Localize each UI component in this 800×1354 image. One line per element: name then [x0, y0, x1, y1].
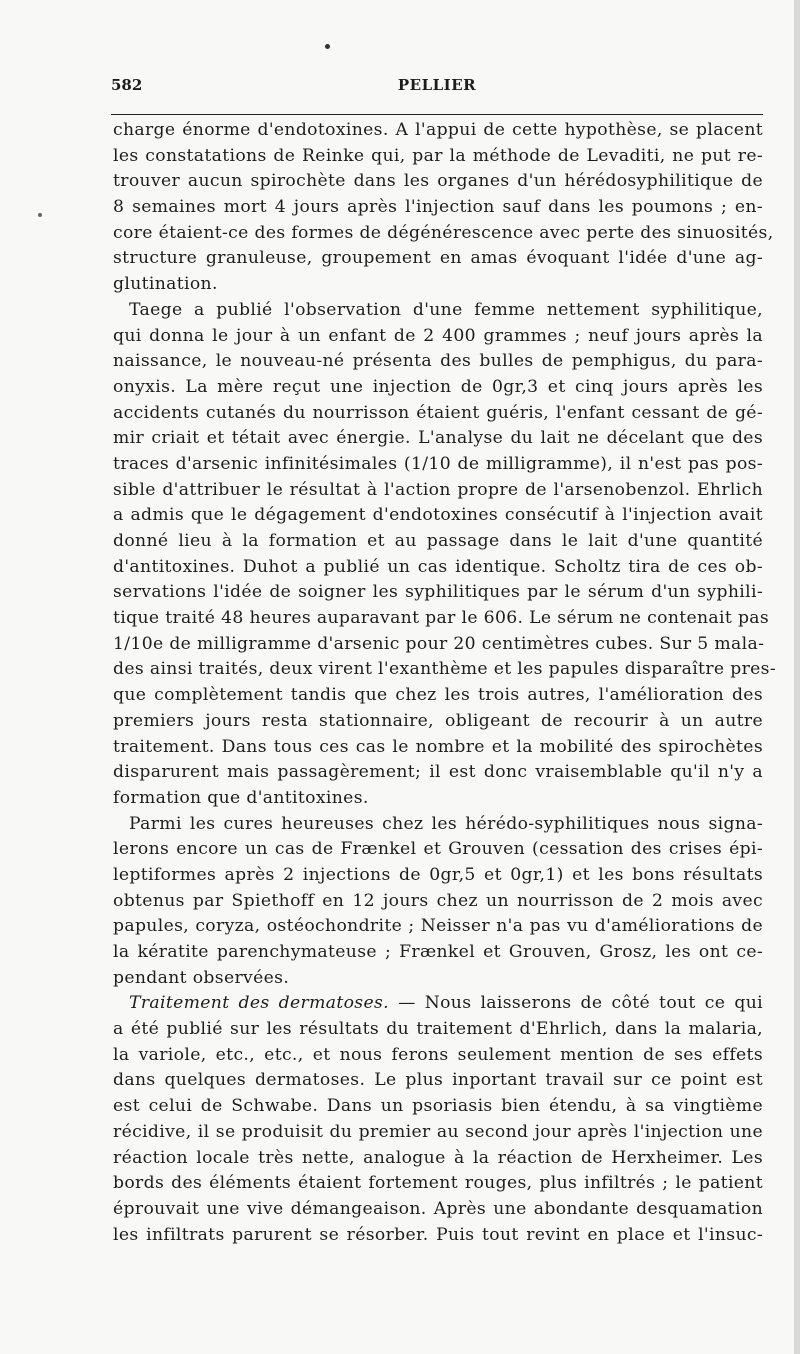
paragraph-line: les constatations de Reinke qui, par la méthode de Levaditi, ne put re- [113, 145, 763, 166]
paragraph-line: la variole, etc., etc., et nous ferons seulement mention de ses effets [113, 1044, 763, 1065]
paragraph-line: disparurent mais passagèrement; il est donc vraisemblable qu'il n'y a [113, 762, 763, 783]
paragraph-line: que complètement tandis que chez les trois autres, l'amélioration des [113, 685, 763, 706]
paragraph-line: d'antitoxines. Duhot a publié un cas identique. Scholtz tira de ces ob- [113, 556, 763, 577]
paragraph-line: la kératite parenchymateuse ; Frænkel et Grouven, Grosz, les ont ce- [113, 942, 763, 962]
paragraph [113, 991, 763, 1248]
paragraph-line: est celui de Schwabe. Dans un psoriasis bien étendu, à sa vingtième [113, 1096, 763, 1117]
paragraph-line: traitement. Dans tous ces cas le nombre et la mobilité des spirochètes [113, 736, 763, 757]
paragraph-line: a été publié sur les résultats du traitement d'Ehrlich, dans la malaria, [113, 1019, 763, 1040]
ink-dot [325, 44, 330, 49]
paragraph-line: 1/10e de milligramme d'arsenic pour 20 centimètres cubes. Sur 5 mala- [113, 633, 765, 654]
paragraph-line: réaction locale très nette, analogue à la réaction de Herxheimer. Les [113, 1147, 763, 1168]
page-number: 582 [111, 76, 143, 94]
paragraph-line: leptiformes après 2 injections de 0gr,5 et 0gr,1) et les bons résultats [113, 864, 763, 885]
paragraph-line: formation que d'antitoxines. [113, 787, 369, 808]
paragraph-line: pendant observées. [113, 967, 290, 988]
paragraph-line: obtenus par Spiethoff en 12 jours chez un nourrisson de 2 mois avec [113, 890, 763, 911]
paragraph-line: récidive, il se produisit du premier au second jour après l'injection une [113, 1121, 763, 1142]
paragraph-line: onyxis. La mère reçut une injection de 0gr,3 et cinq jours après les [113, 376, 763, 397]
paragraph-line [113, 991, 763, 1017]
margin-mark [38, 213, 42, 217]
paragraph-line: tique traité 48 heures auparavant par le 606. Le sérum ne contenait pas [113, 608, 770, 629]
paragraph-line: dans quelques dermatoses. Le plus inportant travail sur ce point est [113, 1070, 763, 1091]
paragraph-line: les infiltrats parurent se résorber. Puis tout revint en place et l'insuc- [113, 1224, 763, 1245]
paragraph-line: donné lieu à la formation et au passage dans le lait d'une quantité [113, 531, 763, 551]
body-text [113, 118, 776, 1248]
paragraph-line: accidents cutanés du nourrisson étaient guéris, l'enfant cessant de gé- [113, 402, 763, 423]
paragraph-line: charge énorme d'endotoxines. A l'appui de cette hypothèse, se placent [113, 120, 763, 140]
paragraph-line: éprouvait une vive démangeaison. Après une abondante desquamation [113, 1198, 763, 1219]
paragraph-line: mir criait et tétait avec énergie. L'analyse du lait ne décelant que des [113, 428, 763, 449]
paragraph-line: servations l'idée de soigner les syphilitiques par le sérum d'un syphili- [113, 582, 763, 603]
paragraph-line: trouver aucun spirochète dans les organes d'un hérédosyphilitique de [113, 171, 763, 192]
paragraph-line: glutination. [113, 274, 218, 295]
section-heading: Traitement des dermatoses. [129, 993, 389, 1014]
paragraph-line: 8 semaines mort 4 jours après l'injection sauf dans les poumons ; en- [113, 197, 763, 218]
paragraph [113, 298, 776, 812]
paragraph-line: core étaient-ce des formes de dégénérescence avec perte des sinuosités, [113, 222, 774, 243]
paragraph-line: Parmi les cures heureuses chez les hérédo-syphilitiques nous signa- [129, 813, 763, 834]
paragraph-line: qui donna le jour à un enfant de 2 400 grammes ; neuf jours après la [113, 325, 763, 346]
paragraph-line: des ainsi traités, deux virent l'exanthème et les papules disparaître pres- [113, 659, 776, 680]
paragraph [113, 118, 774, 298]
paragraph [113, 812, 763, 992]
paragraph-line: sible d'attribuer le résultat à l'action propre de l'arsenobenzol. Ehrlich [113, 479, 763, 500]
paragraph-line: lerons encore un cas de Frænkel et Grouven (cessation des crises épi- [113, 839, 763, 860]
header-rule [111, 114, 763, 115]
paragraph-line: premiers jours resta stationnaire, obligeant de recourir à un autre [113, 710, 763, 731]
page-header [111, 76, 763, 98]
running-title: PELLIER [397, 76, 477, 94]
paragraph-line: naissance, le nouveau-né présenta des bulles de pemphigus, du para- [113, 351, 763, 372]
heading-rest: — Nous laisserons de côté tout ce qui [388, 993, 763, 1014]
paragraph-line: structure granuleuse, groupement en amas évoquant l'idée d'une ag- [113, 248, 763, 269]
paragraph-line: bords des éléments étaient fortement rouges, plus infiltrés ; le patient [113, 1173, 763, 1194]
paragraph-line: papules, coryza, ostéochondrite ; Neisser n'a pas vu d'améliorations de [113, 916, 763, 937]
paragraph-line: traces d'arsenic infinitésimales (1/10 de milligramme), il n'est pas pos- [113, 453, 763, 474]
paragraph-line: Taege a publié l'observation d'une femme nettement syphilitique, [129, 299, 763, 320]
paragraph-line: a admis que le dégagement d'endotoxines consécutif à l'injection avait [113, 505, 763, 526]
page-edge [794, 0, 800, 1354]
